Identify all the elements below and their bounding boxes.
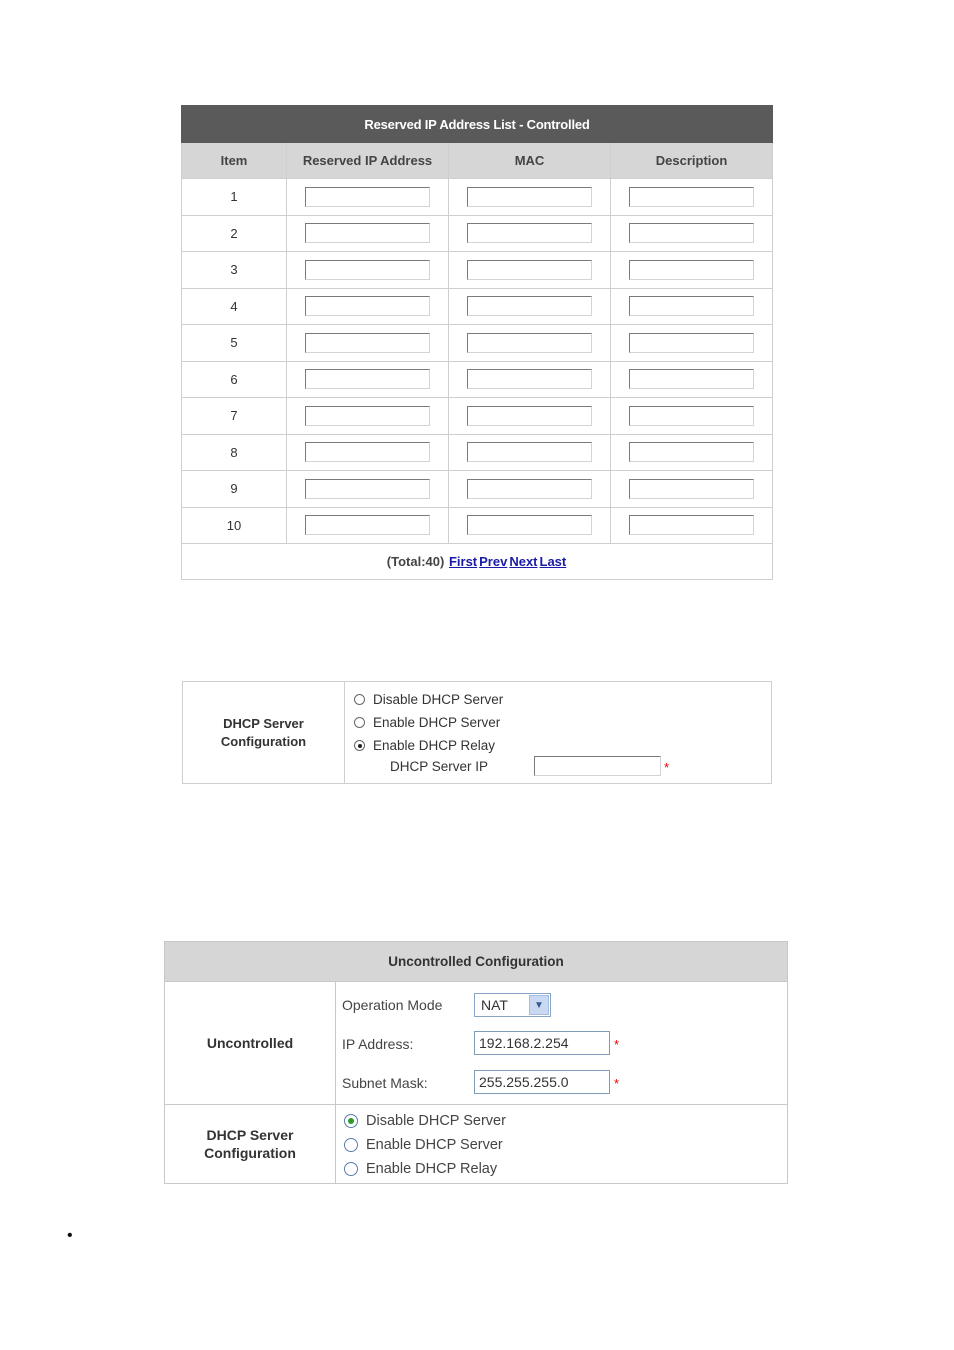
reserved-ip-rows: [182, 179, 773, 544]
required-mark: *: [664, 760, 670, 775]
table-cell: [449, 288, 611, 325]
table-cell: [611, 398, 773, 435]
radio-button[interactable]: [344, 1138, 358, 1152]
description-input[interactable]: [629, 260, 754, 280]
pager: [448, 554, 567, 569]
table-title: Reserved IP Address List - Controlled: [182, 106, 773, 143]
table-cell: [449, 471, 611, 508]
mac-input[interactable]: [467, 333, 592, 353]
dhcp-server-ip-input[interactable]: [534, 756, 661, 776]
radio-button-selected[interactable]: [354, 740, 365, 751]
description-input[interactable]: [629, 515, 754, 535]
table-cell: [611, 471, 773, 508]
reserved-ip-table: [181, 105, 773, 580]
reserved-ip-input[interactable]: [305, 406, 430, 426]
table-row: [182, 434, 773, 471]
table-cell: [449, 325, 611, 362]
table-cell: [287, 507, 449, 544]
radio-button[interactable]: [354, 694, 365, 705]
mac-input[interactable]: [467, 223, 592, 243]
table-row: [182, 325, 773, 362]
table-cell: [287, 179, 449, 216]
description-input[interactable]: [629, 223, 754, 243]
table-cell: [287, 398, 449, 435]
table-row: [182, 179, 773, 216]
mac-input[interactable]: [467, 479, 592, 499]
reserved-ip-table-panel: [181, 105, 772, 580]
reserved-ip-input[interactable]: [305, 187, 430, 207]
table-cell: [611, 507, 773, 544]
radio-enable-dhcp-server[interactable]: [344, 1133, 506, 1157]
item-number: 5: [182, 325, 287, 362]
subnet-mask-label: Subnet Mask:: [342, 1075, 428, 1091]
item-number: 7: [182, 398, 287, 435]
radio-label: Enable DHCP Server: [366, 1137, 503, 1153]
mac-input[interactable]: [467, 406, 592, 426]
subnet-mask-input[interactable]: 255.255.255.0: [474, 1070, 610, 1094]
dhcp-config-label: [165, 1105, 336, 1183]
column-header-mac: MAC: [449, 143, 611, 179]
reserved-ip-input[interactable]: [305, 515, 430, 535]
table-cell: [287, 471, 449, 508]
dhcp-label-line1: DHCP Server: [223, 715, 304, 731]
table-cell: [449, 361, 611, 398]
item-number: 6: [182, 361, 287, 398]
table-cell: [449, 252, 611, 289]
item-number: 8: [182, 434, 287, 471]
required-mark: *: [614, 1037, 620, 1052]
column-header-reserved-ip: Reserved IP Address: [287, 143, 449, 179]
radio-enable-dhcp-relay[interactable]: [344, 1157, 506, 1181]
table-footer: [182, 544, 773, 580]
table-cell: [611, 288, 773, 325]
mac-input[interactable]: [467, 187, 592, 207]
ip-address-label: IP Address:: [342, 1036, 414, 1052]
item-number: 2: [182, 215, 287, 252]
table-cell: [287, 434, 449, 471]
table-cell: [287, 288, 449, 325]
required-mark: *: [614, 1076, 620, 1091]
reserved-ip-input[interactable]: [305, 479, 430, 499]
pager-first-link[interactable]: First: [448, 554, 478, 569]
uncontrolled-settings: [336, 982, 787, 1105]
table-cell: [449, 398, 611, 435]
table-cell: [287, 215, 449, 252]
pager-prev-link[interactable]: Prev: [479, 554, 508, 569]
radio-button[interactable]: [354, 717, 365, 728]
item-number: 10: [182, 507, 287, 544]
reserved-ip-input[interactable]: [305, 333, 430, 353]
table-cell: [449, 434, 611, 471]
dhcp-config-label: [183, 682, 345, 783]
dhcp-config-controlled-panel: [182, 681, 772, 784]
radio-label: Disable DHCP Server: [373, 692, 504, 707]
radio-button[interactable]: [344, 1162, 358, 1176]
table-cell: [611, 252, 773, 289]
dhcp-label-line1: DHCP Server: [206, 1127, 294, 1143]
table-cell: [611, 215, 773, 252]
radio-disable-dhcp-server[interactable]: [354, 688, 503, 711]
table-row: [182, 288, 773, 325]
item-number: 3: [182, 252, 287, 289]
table-cell: [611, 325, 773, 362]
reserved-ip-input[interactable]: [305, 442, 430, 462]
table-row: [182, 215, 773, 252]
dhcp-server-ip-label: DHCP Server IP: [390, 759, 489, 774]
table-cell: [611, 179, 773, 216]
reserved-ip-input[interactable]: [305, 260, 430, 280]
item-number: 1: [182, 179, 287, 216]
dhcp-label-line2: Configuration: [220, 733, 307, 749]
description-input[interactable]: [629, 187, 754, 207]
mac-input[interactable]: [467, 369, 592, 389]
pager-last-link[interactable]: Last: [539, 554, 567, 569]
radio-disable-dhcp-server[interactable]: [344, 1109, 506, 1133]
description-input[interactable]: [629, 369, 754, 389]
table-cell: [287, 325, 449, 362]
uncontrolled-section-label: Uncontrolled: [165, 982, 336, 1105]
table-row: [182, 507, 773, 544]
dhcp-label-line2: Configuration: [204, 1145, 296, 1161]
mac-input[interactable]: [467, 296, 592, 316]
table-cell: [287, 252, 449, 289]
operation-mode-select[interactable]: [474, 993, 551, 1017]
dhcp-options: [354, 688, 503, 757]
uncontrolled-config-panel: [164, 941, 788, 1184]
description-input[interactable]: [629, 442, 754, 462]
item-number: 4: [182, 288, 287, 325]
radio-label: Disable DHCP Server: [366, 1113, 506, 1129]
operation-mode-value: NAT: [481, 997, 508, 1013]
table-cell: [287, 361, 449, 398]
table-cell: [449, 179, 611, 216]
list-bullet: •: [67, 1227, 73, 1244]
mac-input[interactable]: [467, 515, 592, 535]
radio-button-selected[interactable]: [344, 1114, 358, 1128]
mac-input[interactable]: [467, 260, 592, 280]
pager-next-link[interactable]: Next: [509, 554, 538, 569]
chevron-down-icon[interactable]: ▼: [529, 995, 549, 1015]
description-input[interactable]: [629, 406, 754, 426]
table-row: [182, 361, 773, 398]
table-cell: [611, 434, 773, 471]
radio-enable-dhcp-relay[interactable]: [354, 734, 503, 757]
description-input[interactable]: [629, 479, 754, 499]
reserved-ip-input[interactable]: [305, 296, 430, 316]
table-cell: [449, 507, 611, 544]
reserved-ip-input[interactable]: [305, 223, 430, 243]
total-count: (Total:40): [386, 554, 445, 569]
dhcp-options: [344, 1109, 506, 1181]
column-header-item: Item: [182, 143, 287, 179]
radio-label: Enable DHCP Server: [373, 715, 501, 730]
table-row: [182, 471, 773, 508]
ip-address-input[interactable]: 192.168.2.254: [474, 1031, 610, 1055]
table-row: [182, 252, 773, 289]
item-number: 9: [182, 471, 287, 508]
uncontrolled-config-title: Uncontrolled Configuration: [165, 942, 787, 982]
table-cell: [611, 361, 773, 398]
table-cell: [449, 215, 611, 252]
radio-label: Enable DHCP Relay: [366, 1161, 498, 1177]
reserved-ip-input[interactable]: [305, 369, 430, 389]
column-header-description: Description: [611, 143, 773, 179]
radio-enable-dhcp-server[interactable]: [354, 711, 503, 734]
description-input[interactable]: [629, 333, 754, 353]
table-row: [182, 398, 773, 435]
mac-input[interactable]: [467, 442, 592, 462]
description-input[interactable]: [629, 296, 754, 316]
radio-label: Enable DHCP Relay: [373, 738, 496, 753]
operation-mode-label: Operation Mode: [342, 997, 443, 1013]
